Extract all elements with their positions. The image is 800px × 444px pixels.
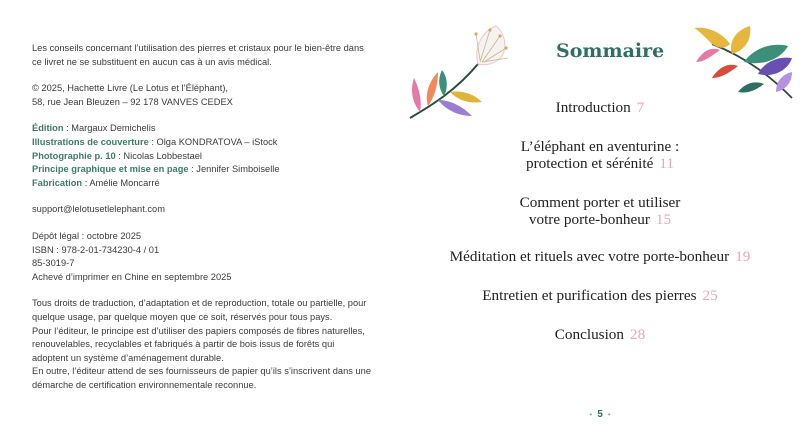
credit-label: Fabrication <box>32 177 83 188</box>
credit-illustrations <box>32 136 372 150</box>
toc-entry-title-line: protection et sérénité <box>526 155 654 172</box>
support-email: support@lelotusetlelephant.com <box>32 204 165 215</box>
toc-entry-title: Entretien et purification des pierres <box>482 287 697 304</box>
toc-page-number: 15 <box>655 211 672 228</box>
credit-fabrication <box>32 177 372 191</box>
paper-paragraph: Pour l’éditeur, le principe est d’utiliser des papiers composés de fibres naturelles, renouvelables, recyclables et fabriqués à partir de bois issus de forêts qui adoptent un système d’aménagement durable. <box>32 325 365 363</box>
credit-value: : Jennifer Simboiselle <box>188 164 280 175</box>
toc-page-number: 19 <box>735 248 751 265</box>
folio-dot-icon: • <box>589 410 593 419</box>
toc-entry-conclusion[interactable] <box>400 326 800 343</box>
page-number-footer <box>400 409 800 420</box>
reference-number: 85-3019-7 <box>32 258 75 269</box>
credit-value: : Olga KONDRATOVA – iStock <box>148 136 278 147</box>
credit-label: Édition <box>32 123 64 134</box>
legal-deposit: Dépôt légal : octobre 2025 <box>32 230 142 241</box>
folio-number: 5 <box>597 409 603 420</box>
toc-page-number: 11 <box>659 155 674 172</box>
leaf-branch-illustration <box>692 22 798 100</box>
toc-entry-entretien-purification[interactable] <box>400 287 800 304</box>
credit-value: : Nicolas Lobbestael <box>115 150 202 161</box>
folio-dot-icon: • <box>607 410 611 419</box>
toc-page-number: 7 <box>636 99 645 116</box>
toc-title: Sommaire <box>556 40 665 62</box>
toc-page-number: 25 <box>702 287 718 304</box>
copyright-text: © 2025, Hachette Livre (Le Lotus et l’Éléphant), <box>32 83 229 94</box>
credit-label: Principe graphique et mise en page <box>32 164 189 175</box>
publisher-address: 58, rue Jean Bleuzen – 92 178 VANVES CEDEX <box>32 96 233 107</box>
colophon-page <box>32 42 372 392</box>
toc-entry-introduction[interactable] <box>400 99 800 116</box>
certification-paragraph: En outre, l’éditeur attend de ses fournisseurs de papier qu’ils s’inscrivent dans une démarche de certification environnementale reconnue. <box>32 366 372 390</box>
toc-entry-title-line: L’éléphant en aventurine : <box>520 138 680 155</box>
credit-photography <box>32 150 372 164</box>
toc-entry-porter-utiliser[interactable] <box>400 194 800 228</box>
toc-entry-title-line: votre porte-bonheur <box>528 211 650 228</box>
toc-entry-title: Introduction <box>555 99 631 116</box>
toc-entry-title: Méditation et rituels avec votre porte-bonheur <box>449 248 730 265</box>
credit-layout <box>32 163 372 177</box>
credit-label: Illustrations de couverture <box>32 136 149 147</box>
disclaimer-text: Les conseils concernant l’utilisation des pierres et cristaux pour le bien-être dans ce livret ne se substituent en aucun cas à un avis médical. <box>32 43 364 67</box>
toc-entry-title-line: Comment porter et utiliser <box>519 194 681 211</box>
credit-value: : Margaux Demichelis <box>63 123 156 134</box>
toc-entry-elephant-aventurine[interactable] <box>400 138 800 172</box>
toc-entry-meditation-rituels[interactable] <box>400 248 800 265</box>
credit-edition <box>32 122 372 136</box>
credit-label: Photographie p. 10 <box>32 150 116 161</box>
rights-paragraph: Tous droits de traduction, d’adaptation et de reproduction, totale ou partielle, pour quelque usage, par quelque moyen que ce soit, réservés pour tous pays. <box>32 298 367 322</box>
isbn: ISBN : 978-2-01-734230-4 / 01 <box>32 244 160 255</box>
credit-value: : Amélie Moncarré <box>82 177 160 188</box>
toc-entry-title: Conclusion <box>554 326 624 343</box>
toc-page-number: 28 <box>630 326 646 343</box>
printing-note: Achevé d’imprimer en Chine en septembre 2025 <box>32 271 232 282</box>
toc-page <box>400 0 800 444</box>
